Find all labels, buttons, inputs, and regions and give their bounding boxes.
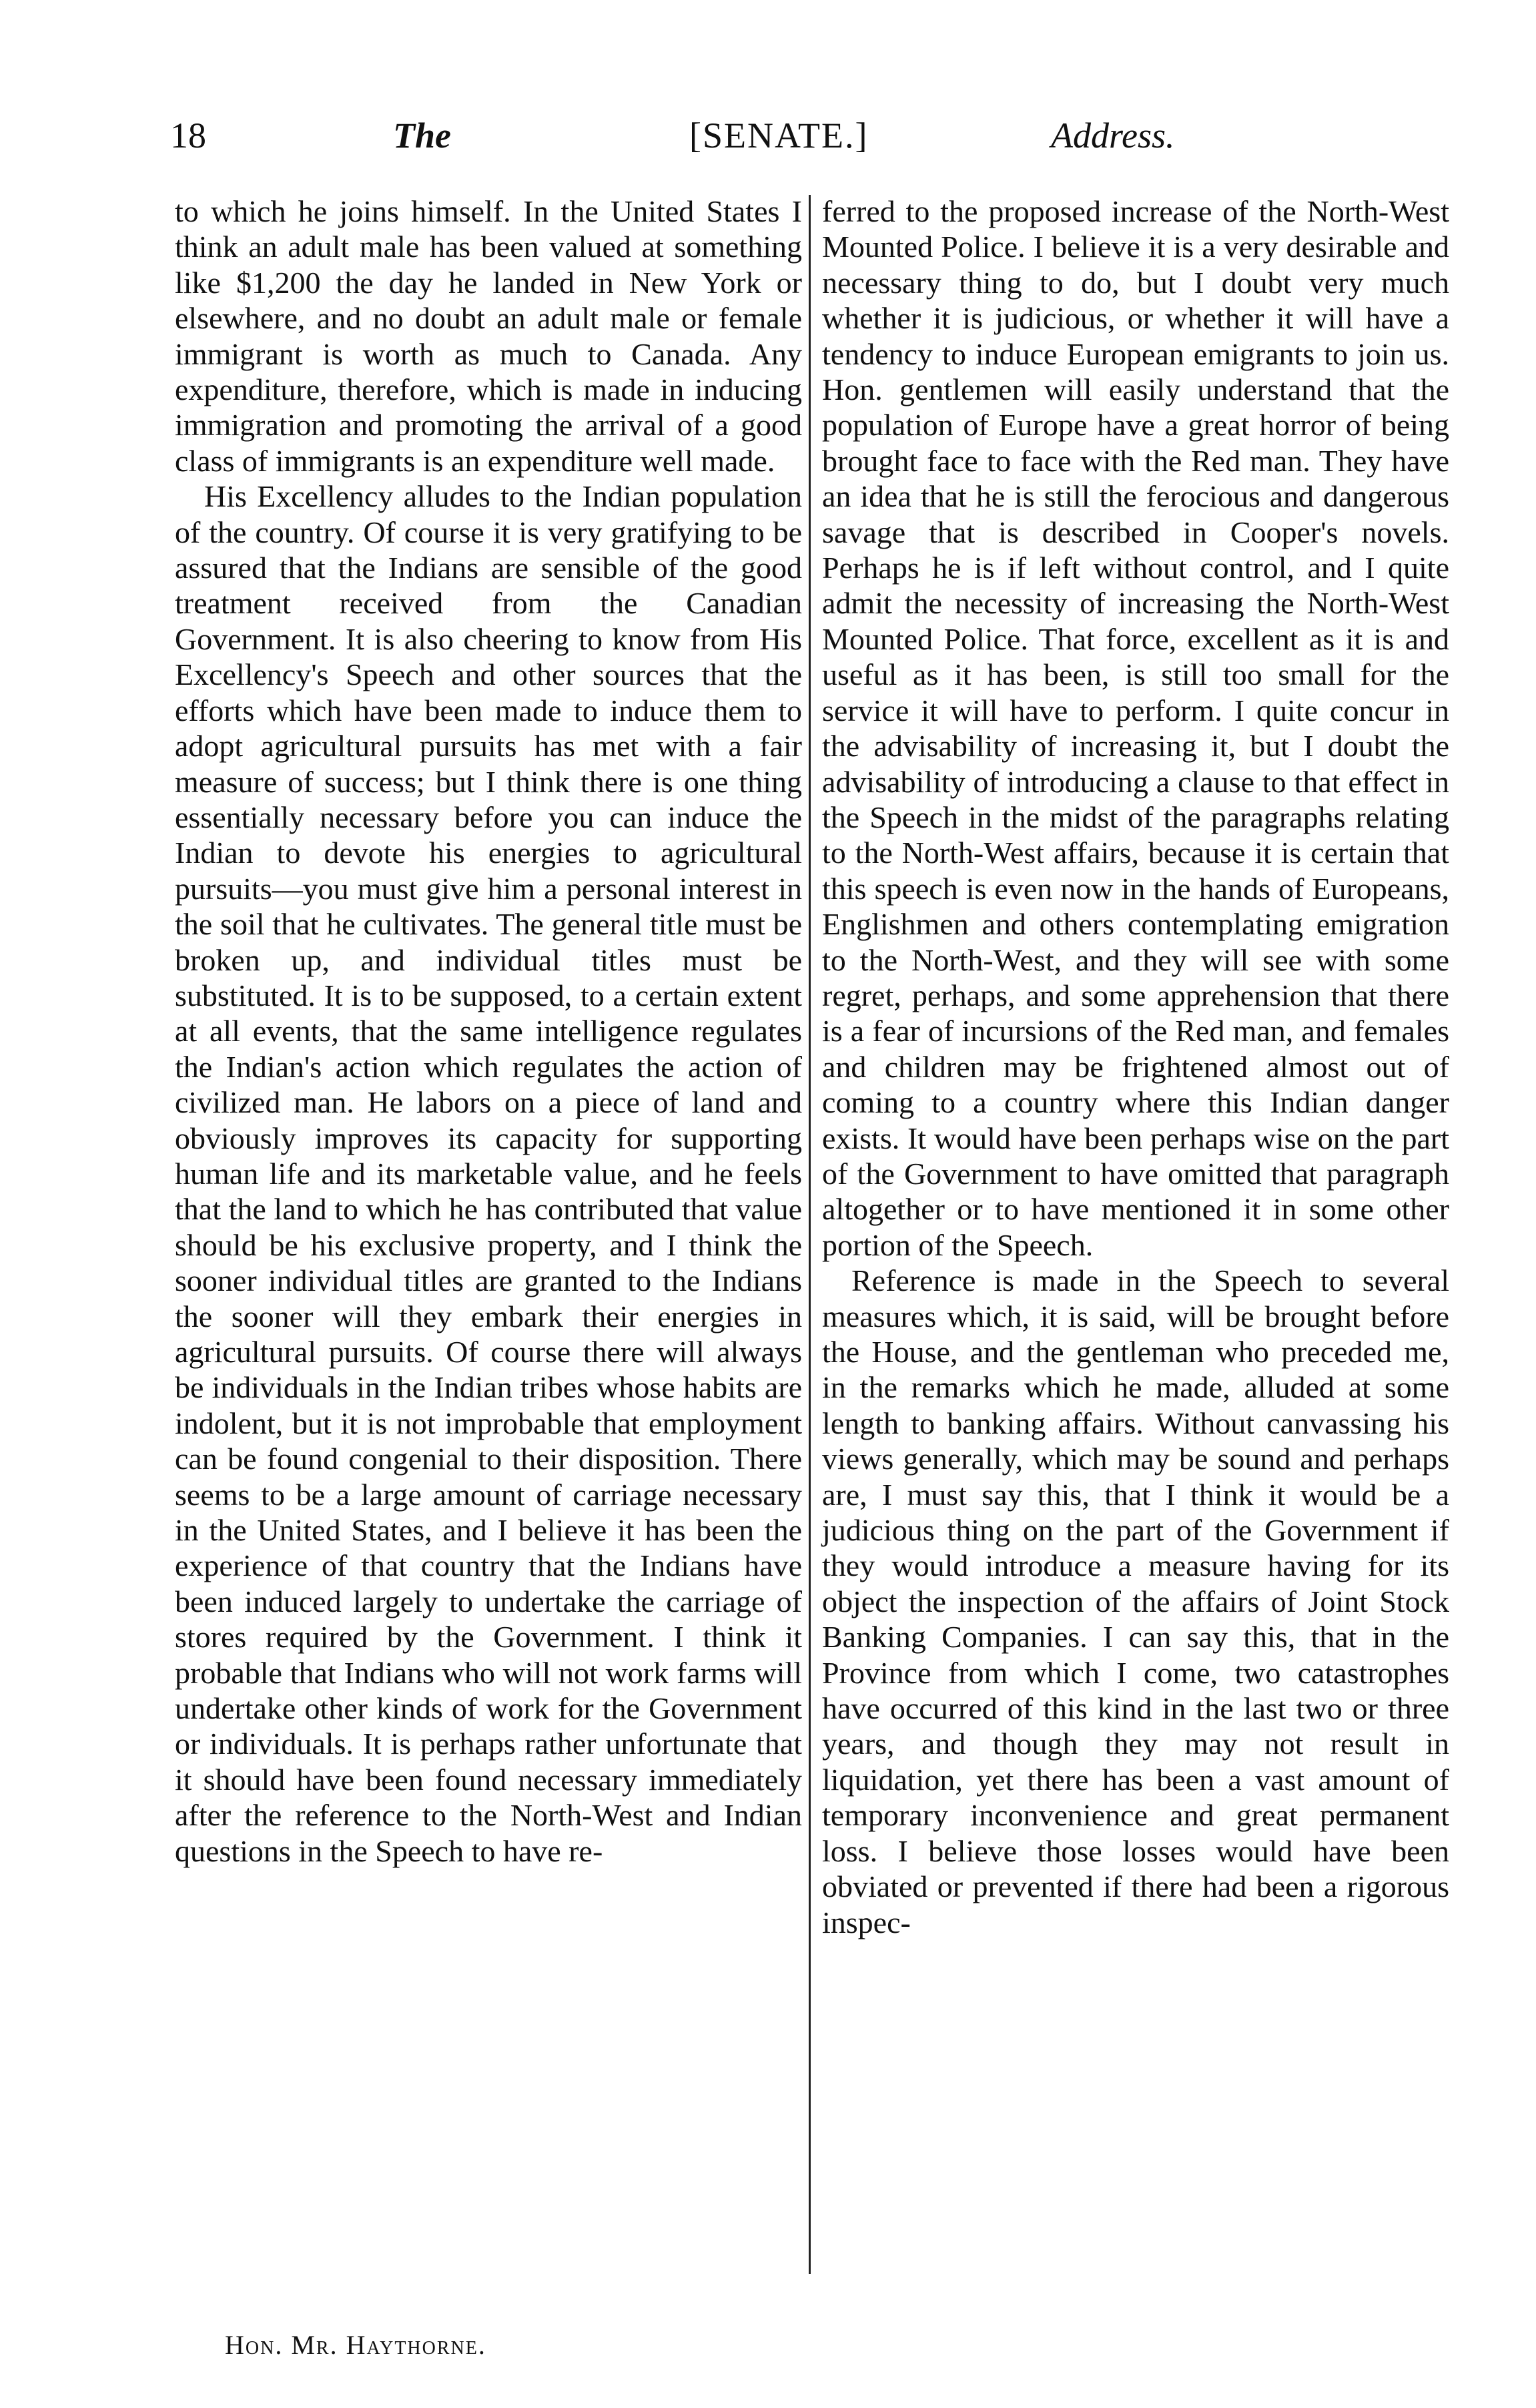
- right-column: [822, 194, 1449, 1940]
- running-title-left: The: [393, 115, 451, 156]
- running-title-right: Address.: [1051, 115, 1175, 156]
- column-divider: [809, 195, 811, 2274]
- paragraph: His Excellency alludes to the Indian population of the country. Of course it is very gratifying to be assured that the Indians are sensible of the good treatment received from the Canadian Government. It is also cheering to know from His Excellency's Speech and other sources that the efforts which have been made to induce them to adopt agricultural pursuits has met with a fair measure of success; but I think there is one thing essentially necessary before you can induce the Indian to devote his energies to agricultural pursuits—you must give him a personal interest in the soil that he cultivates. The general title must be broken up, and individual titles must be substituted. It is to be supposed, to a certain extent at all events, that the same intelligence regulates the Indian's action which regulates the action of civilized man. He labors on a piece of land and obviously improves its capacity for supporting human life and its marketable value, and he feels that the land to which he has contributed that value should be his exclusive property, and I think the sooner individual titles are granted to the Indians the sooner will they embark their energies in agricultural pursuits. Of course there will always be individuals in the Indian tribes whose habits are indolent, but it is not improbable that employment can be found congenial to their disposition. There seems to be a large amount of carriage necessary in the United States, and I believe it has been the experience of that country that the Indians have been induced largely to undertake the carriage of stores required by the Government. I think it probable that Indians who will not work farms will undertake other kinds of work for the Government or individuals. It is perhaps rather unfortunate that it should have been found necessary immediately after the reference to the North-West and Indian questions in the Speech to have re-: [175, 479, 802, 1868]
- paragraph: ferred to the proposed increase of the North-West Mounted Police. I believe it is a very desirable and necessary thing to do, but I doubt very much whether it is judicious, or whether it will have a tendency to induce European emigrants to join us. Hon. gentlemen will easily understand that the population of Europe have a great horror of being brought face to face with the Red man. They have an idea that he is still the ferocious and dangerous savage that is described in Cooper's novels. Perhaps he is if left without control, and I quite admit the necessity of increasing the North-West Mounted Police. That force, excellent as it is and useful as it has been, is still too small for the service it will have to perform. I quite concur in the advisability of increasing it, but I doubt the advisability of introducing a clause to that effect in the Speech in the midst of the paragraphs relating to the North-West affairs, because it is certain that this speech is even now in the hands of Europeans, Englishmen and others contemplating emigration to the North-West, and they will see with some regret, perhaps, and some apprehension that there is a fear of incursions of the Red man, and females and children may be frightened almost out of coming to a country where this Indian danger exists. It would have been perhaps wise on the part of the Government to have omitted that paragraph altogether or to have mentioned it in some other portion of the Speech.: [822, 194, 1449, 1262]
- running-header: [170, 115, 1398, 168]
- paragraph: Reference is made in the Speech to several measures which, it is said, will be brought before the House, and the gentleman who preceded me, in the remarks which he made, alluded at some length to banking affairs. Without canvassing his views generally, which may be sound and perhaps are, I must say this, that I think it would be a judicious thing on the part of the Government if they would introduce a measure having for its object the inspection of the affairs of Joint Stock Banking Companies. I can say this, that in the Province from which I come, two catastrophes have occurred of this kind in the last two or three years, and though they may not result in liquidation, yet there has been a vast amount of temporary inconvenience and great permanent loss. I believe those losses would have been obviated or prevented if there had been a rigorous inspec-: [822, 1263, 1449, 1939]
- chamber-label: [SENATE.]: [689, 115, 869, 156]
- left-column: [175, 194, 802, 1869]
- paragraph: to which he joins himself. In the United States I think an adult male has been valued at something like $1,200 the day he landed in New York or elsewhere, and no doubt an adult male or female immigrant is worth as much to Canada. Any expenditure, therefore, which is made in inducing immigration and promoting the arrival of a good class of immigrants is an expenditure well made.: [175, 194, 802, 478]
- speaker-footer: Hon. Mr. Haythorne.: [225, 2330, 486, 2360]
- page-number: 18: [170, 115, 206, 156]
